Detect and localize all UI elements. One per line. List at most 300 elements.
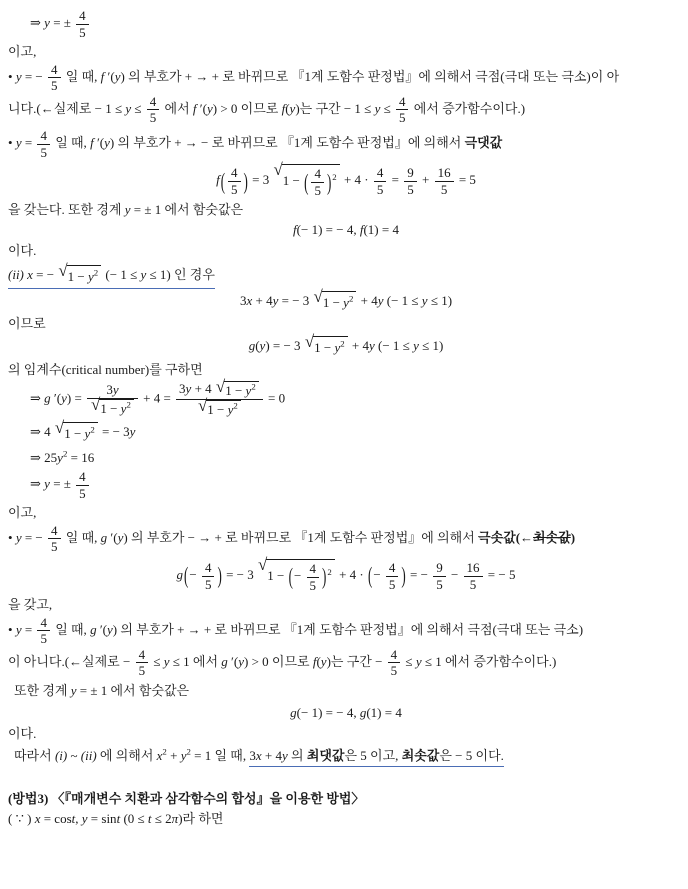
numerator <box>136 647 149 663</box>
math-variable: y <box>377 292 384 308</box>
bullet-y-neg45-f-cont <box>8 94 684 126</box>
fraction <box>388 647 401 679</box>
math-variable: f <box>192 100 197 116</box>
text-run: 4 <box>138 646 146 662</box>
radicand <box>322 291 357 313</box>
denominator <box>37 144 50 161</box>
text-run: = − 3 <box>98 423 130 439</box>
text-run: (1) = 4 <box>366 704 402 720</box>
fraction <box>87 382 138 416</box>
radicand <box>282 164 340 198</box>
text-run: ≤ 1 에서 증가함수이다.) <box>421 653 557 669</box>
text-run: + 4 <box>261 747 282 763</box>
math-variable: x <box>27 266 33 282</box>
text-run: 4 <box>398 93 406 109</box>
text-run: 의 <box>287 747 307 763</box>
big-paren: ) <box>243 167 248 195</box>
denominator <box>76 24 89 41</box>
text-run: ) > 0 이므로 <box>212 100 282 116</box>
math-variable: y <box>374 100 381 116</box>
numerator <box>386 560 399 576</box>
text-run: 또한 경계 <box>14 683 71 699</box>
text-run: ≤ 2 <box>151 810 172 826</box>
math-variable: x <box>34 810 41 826</box>
bullet-y-neg45-g <box>8 523 684 555</box>
radicand <box>313 336 348 358</box>
math-variable: y <box>61 390 67 406</box>
math-variable: y <box>112 382 119 398</box>
superscript: 2 <box>251 382 256 393</box>
radical-icon: √ <box>215 377 226 397</box>
math-variable: g <box>90 621 97 637</box>
formula-g-boundary <box>8 703 684 723</box>
denominator <box>37 630 50 647</box>
bullet-y-neg45-f <box>8 62 684 94</box>
radicand <box>266 559 335 593</box>
big-paren: ) <box>326 168 332 196</box>
text-run: 4 <box>40 128 47 144</box>
text-run: 1 − <box>207 402 228 418</box>
denominator <box>48 77 61 94</box>
math-variable: t <box>116 810 121 826</box>
denominator <box>202 576 215 593</box>
square-root <box>54 418 98 444</box>
bullet-y-pos45-f <box>8 128 684 160</box>
text-run: ′( <box>227 653 239 669</box>
text-run: + 4 = <box>139 390 175 406</box>
fraction <box>136 647 149 679</box>
text-run: 1 − <box>314 340 335 356</box>
text-run: = ± 1 에서 함숫값은 <box>130 202 244 218</box>
radicand <box>206 400 241 418</box>
fraction <box>147 94 160 126</box>
text-run: , <box>75 810 82 826</box>
text-run: 16 <box>437 165 451 181</box>
text-run: • <box>8 135 16 151</box>
text-run: = − 3 <box>278 292 313 308</box>
math-variable: y <box>245 383 252 399</box>
square-root <box>58 261 101 287</box>
big-paren: ( <box>304 168 309 196</box>
text-run: 이므로 <box>8 316 46 332</box>
numerator <box>37 128 50 144</box>
math-variable: x <box>156 747 163 763</box>
text-run: ≤ <box>150 653 164 669</box>
math-variable: g <box>221 653 228 669</box>
text-run: ⇒ <box>30 390 45 406</box>
text-run: 이고, <box>8 44 37 60</box>
radicand <box>99 399 134 417</box>
superscript: 2 <box>327 566 332 577</box>
denominator <box>176 396 263 418</box>
text-run: 9 <box>407 165 414 181</box>
text-igo-2 <box>8 503 684 523</box>
math-variable: y <box>180 747 187 763</box>
bold-text: 극솟값(← <box>478 529 534 545</box>
text-igo-1 <box>8 42 684 62</box>
text-run: + <box>418 172 433 188</box>
text-run: 5 <box>388 576 396 592</box>
math-variable: y <box>334 340 341 356</box>
text-run: 5 <box>231 181 238 197</box>
text-run: 1 − <box>67 269 88 285</box>
math-variable: g <box>359 704 367 720</box>
text-run: 5 <box>440 181 448 197</box>
text-run: )라 하면 <box>178 810 224 826</box>
fraction <box>433 560 446 592</box>
numerator <box>464 560 483 576</box>
math-variable: x <box>246 292 253 308</box>
math-variable: y <box>320 653 327 669</box>
text-run: 5 <box>314 182 321 198</box>
denominator <box>433 576 446 593</box>
text-run: ′( <box>196 100 207 116</box>
numerator <box>396 94 409 110</box>
text-run: • <box>8 68 16 84</box>
text-run: 을 갖는다. 또한 경계 <box>8 202 125 218</box>
text-run: 5 <box>309 577 317 593</box>
fraction <box>76 469 89 501</box>
text-run: ′( <box>107 529 118 545</box>
text-run: 5 <box>398 110 406 126</box>
text-run: 5 <box>436 576 443 592</box>
text-run: ( <box>255 337 260 353</box>
fraction <box>76 8 89 40</box>
math-variable: y <box>368 337 375 353</box>
text-run: 이다. <box>8 726 37 742</box>
denominator <box>386 576 399 593</box>
math-variable: f <box>216 172 220 188</box>
text-run: (1) = 4 <box>363 221 399 237</box>
math-variable: f <box>281 100 286 116</box>
numerator <box>374 165 387 181</box>
math-variable: y <box>125 100 132 116</box>
method3-heading <box>8 789 684 809</box>
formula-3x4y-case-ii <box>8 286 684 313</box>
text-run: 일 때, <box>62 529 101 545</box>
math-variable: y <box>227 402 234 418</box>
fraction <box>202 560 215 592</box>
math-variable: y <box>421 292 428 308</box>
text-run: 4 <box>149 93 157 109</box>
text-run: 5 <box>51 78 58 94</box>
text-run: 은 5 이고, <box>344 747 402 763</box>
numerator <box>311 166 324 182</box>
text-run: = − 5 <box>484 567 516 583</box>
math-variable: (ii) <box>80 747 97 763</box>
superscript: 2 <box>62 448 68 459</box>
text-run: 니다.(←실제로 − 1 ≤ <box>8 100 126 116</box>
numerator <box>388 647 401 663</box>
text-run: (− 1 ≤ <box>374 337 414 353</box>
math-variable: y <box>44 15 50 31</box>
big-paren: ( <box>367 562 373 589</box>
text-run: (0 ≤ <box>120 810 148 826</box>
text-run: 5 <box>40 144 47 160</box>
text-run: = ± <box>49 476 75 492</box>
text-run: 3 <box>106 382 113 398</box>
square-root <box>197 396 241 418</box>
math-variable: y <box>120 401 127 417</box>
text-run: (− 1 ≤ <box>102 266 141 282</box>
method3-intro <box>8 809 684 829</box>
text-run: ) = <box>66 390 86 406</box>
denominator <box>228 181 241 198</box>
denominator <box>435 181 454 198</box>
fraction <box>374 165 387 197</box>
fraction <box>435 165 454 197</box>
text-run: = 5 <box>455 172 476 188</box>
text-run: ≤ 1) 인 경우 <box>146 266 215 282</box>
text-run: + 4 <box>348 337 369 353</box>
numerator <box>307 561 320 577</box>
text-run: ≤ <box>402 653 416 669</box>
text-run: ≤ <box>131 100 145 116</box>
fraction <box>386 560 399 592</box>
text-run: + 4 <box>191 381 215 397</box>
text-run: 1 − <box>267 568 288 584</box>
denominator <box>374 181 387 198</box>
arrow-y-solution <box>8 8 684 40</box>
math-variable: f <box>90 135 94 151</box>
square-root <box>257 555 335 593</box>
math-variable: y <box>70 683 77 699</box>
math-variable: y <box>185 381 192 397</box>
numerator <box>433 560 446 576</box>
math-variable: t <box>71 810 76 826</box>
radical-icon: √ <box>58 261 68 281</box>
math-variable: f <box>293 221 297 237</box>
bullet-y-pos45-g <box>8 615 684 647</box>
text-run: + 4 <box>252 292 273 308</box>
fraction <box>396 94 409 126</box>
text-run: ) = − 3 <box>265 337 304 353</box>
text-run: = − <box>32 266 58 282</box>
numerator <box>147 94 160 110</box>
formula-f-45 <box>8 160 684 198</box>
text-run: 1 − <box>64 426 85 442</box>
denominator <box>388 662 401 679</box>
radical-icon: √ <box>313 286 323 306</box>
text-run: = ± 1 에서 함숫값은 <box>76 683 190 699</box>
denominator <box>76 485 89 502</box>
text-ida-2 <box>8 724 684 744</box>
text-run: ) 의 부호가 + → − 로 바뀌므로 『1계 도함수 판정법』에 의해서 <box>109 135 465 151</box>
text-run: = ± <box>49 15 75 31</box>
text-run: ⇒ <box>30 476 45 492</box>
text-run: 4 <box>314 166 321 182</box>
text-critical-number <box>8 360 684 380</box>
text-run: 4 <box>40 614 47 630</box>
superscript: 2 <box>162 746 167 757</box>
numerator <box>37 615 50 631</box>
superscript: 2 <box>93 267 99 278</box>
big-paren: ) <box>217 562 222 589</box>
math-variable: y <box>15 135 22 151</box>
math-variable: y <box>81 810 88 826</box>
text-run: 에서 증가함수이다.) <box>410 100 526 116</box>
text-run: 5 <box>376 181 384 197</box>
superscript: 2 <box>332 172 337 182</box>
math-variable: (i) <box>54 747 68 763</box>
math-variable: y <box>84 426 91 442</box>
numerator <box>48 523 61 539</box>
radical-icon: √ <box>304 332 315 352</box>
text-run: 일 때, <box>51 621 91 637</box>
fraction <box>307 561 320 593</box>
math-variable: y <box>163 653 170 669</box>
bold-text: 최댓값 <box>306 747 345 763</box>
math-variable: y <box>289 100 296 116</box>
big-paren: ) <box>322 563 327 590</box>
formula-f-boundary <box>8 220 684 240</box>
text-run: ) 의 부호가 + → + 로 바뀌므로 『1계 도함수 판정법』에 의해서 극점(극대 또는 극소)이 아 <box>120 68 620 84</box>
square-root <box>91 395 134 417</box>
denominator <box>396 109 409 126</box>
math-variable: f <box>359 221 364 237</box>
text-run: ≤ 1) <box>427 292 453 308</box>
text-run: = 16 <box>67 449 95 465</box>
text-run: 16 <box>466 560 480 575</box>
denominator <box>404 181 417 198</box>
numerator <box>48 62 61 78</box>
arrow-4sqrt <box>8 418 684 444</box>
text-run: = − <box>21 529 47 545</box>
arrow-25y2 <box>8 448 684 468</box>
fraction <box>176 377 263 418</box>
big-paren: ( <box>184 562 189 589</box>
text-run: 5 <box>204 576 212 592</box>
square-root <box>215 377 259 399</box>
superscript: 2 <box>340 338 345 349</box>
struck-bold-text: 최솟값 <box>533 529 571 545</box>
text-run: + 4 · <box>335 567 367 583</box>
math-variable: y <box>281 747 288 763</box>
text-run: 4 <box>309 561 317 576</box>
text-run: 이 아니다.(←실제로 − <box>8 653 134 669</box>
math-variable: y <box>57 449 63 465</box>
superscript: 2 <box>348 293 354 304</box>
math-variable: f <box>312 653 317 669</box>
arrow-g-derivative <box>8 377 684 418</box>
text-run: 3 <box>179 381 186 397</box>
radical-icon: √ <box>273 160 283 180</box>
formula-g-neg45 <box>8 555 684 593</box>
math-variable: x <box>255 747 262 763</box>
text-run: = − <box>21 68 47 84</box>
text-run: + 4 <box>357 292 378 308</box>
text-run: 5 <box>469 576 477 592</box>
denominator <box>147 109 160 126</box>
math-variable: y <box>104 135 110 151</box>
denominator <box>311 182 324 199</box>
text-run: ) 의 부호가 + → + 로 바뀌므로 『1계 도함수 판정법』에 의해서 극점(극대 또는 극소) <box>112 621 584 637</box>
fraction <box>48 62 61 94</box>
text-run: + <box>166 747 181 763</box>
text-run: = <box>388 172 403 188</box>
text-run: 따라서 <box>14 747 55 763</box>
text-run: = <box>21 621 36 637</box>
text-run: 1 − <box>225 383 246 399</box>
text-run: 5 <box>138 663 146 679</box>
math-variable: g <box>44 390 51 406</box>
text-run: 4 <box>204 560 212 575</box>
text-run: = cos <box>40 810 72 826</box>
text-run: ′( <box>96 621 107 637</box>
math-variable: y <box>44 476 50 492</box>
text-run: ( ∵ ) <box>8 810 35 826</box>
numerator <box>76 469 89 485</box>
text-run: − <box>373 567 384 583</box>
text-run: ) 의 부호가 − → + 로 바뀌므로 『1계 도함수 판정법』에 의해서 <box>123 529 479 545</box>
text-run: 5 <box>390 663 398 679</box>
superscript: 2 <box>233 400 238 411</box>
numerator <box>228 165 241 181</box>
text-run: 5 <box>40 631 47 647</box>
denominator <box>307 577 320 594</box>
formula-g-def <box>8 332 684 358</box>
radicand <box>224 381 259 399</box>
math-variable: y <box>206 100 213 116</box>
superscript: 2 <box>186 746 191 757</box>
text-run: 4 <box>231 165 238 181</box>
radical-icon: √ <box>197 396 208 416</box>
arrow-y-pm45 <box>8 469 684 501</box>
numerator <box>202 560 215 576</box>
text-run: 일 때, <box>51 135 91 151</box>
text-run: = 3 <box>248 172 273 188</box>
text-run: + 4 · <box>340 172 372 188</box>
math-variable: y <box>272 292 279 308</box>
math-variable: y <box>117 529 124 545</box>
denominator <box>87 395 138 417</box>
text-run: (− 1) = − 4, <box>296 704 360 720</box>
text-run: − <box>189 567 200 583</box>
text-run: 은 − 5 이다. <box>439 747 504 763</box>
fraction <box>404 165 417 197</box>
square-root <box>273 160 339 198</box>
text-run: 이고, <box>8 505 37 521</box>
text-boundary-g <box>8 681 684 701</box>
underline-group <box>249 746 504 768</box>
math-variable: g <box>248 337 256 353</box>
fraction <box>37 128 50 160</box>
math-variable: y <box>114 68 121 84</box>
text-run: 1 − <box>282 173 304 189</box>
text-run: 5 <box>407 181 414 197</box>
heading-case-ii <box>8 261 684 289</box>
text-run: 3 <box>239 292 247 308</box>
fraction <box>464 560 483 592</box>
math-variable: y <box>107 621 113 637</box>
text-run: − <box>447 567 462 583</box>
text-run: 1 − <box>322 294 344 310</box>
text-run: 4 <box>390 646 398 662</box>
big-paren: ) <box>401 562 406 589</box>
text-run: ⇒ 4 <box>30 423 54 439</box>
math-variable: y <box>15 68 22 84</box>
text-run: 5 <box>51 539 58 555</box>
text-run: ′( <box>93 135 105 151</box>
text-run: ≤ 1 에서 <box>169 653 222 669</box>
text-run: (− 1 ≤ <box>383 292 422 308</box>
text-run: 4 <box>51 522 58 538</box>
text-run: 의 임계수(critical number)를 구하면 <box>8 361 203 377</box>
text-run: 1 − <box>100 401 121 417</box>
text-run: 4 <box>388 560 396 575</box>
math-variable: g <box>290 704 297 720</box>
text-run: 4 <box>376 165 384 181</box>
